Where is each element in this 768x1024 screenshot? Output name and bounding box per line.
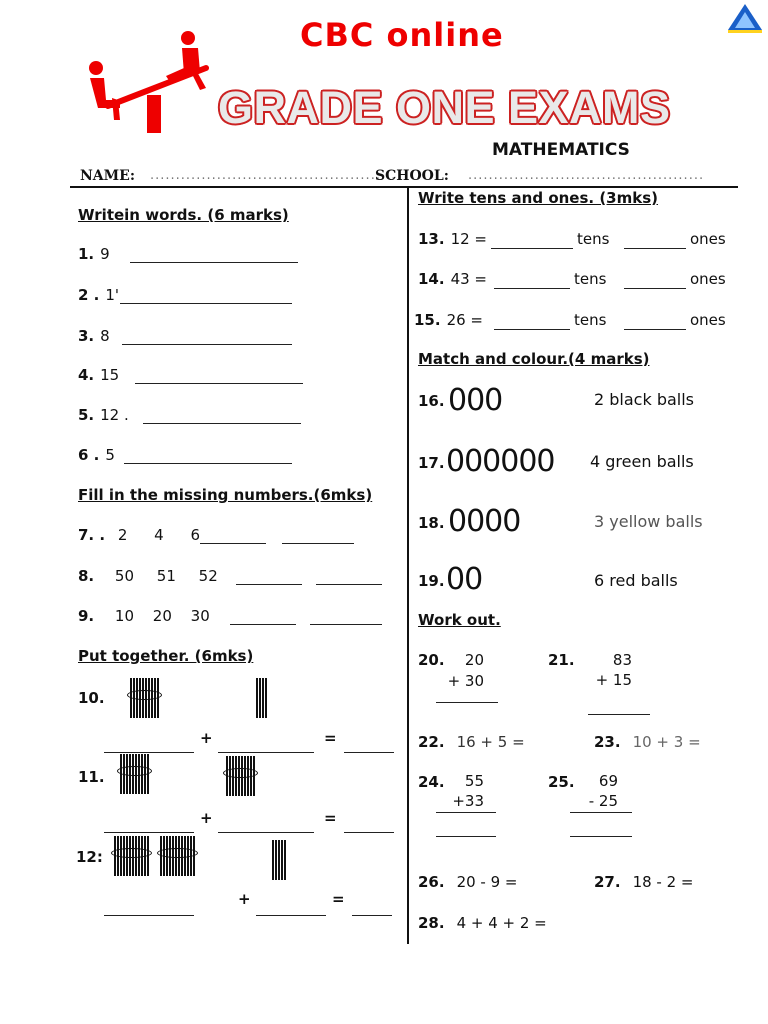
plus-sign: +	[200, 729, 213, 747]
match-option-3[interactable]: 3 yellow balls	[594, 512, 703, 531]
answer-blank-20[interactable]	[436, 702, 498, 703]
question-22: 22. 16 + 5 =	[418, 733, 525, 751]
addend-top-21: 83	[612, 651, 632, 669]
question-14: 14. 43 =	[418, 270, 488, 288]
ones-label: ones	[690, 270, 726, 288]
ten-sticks-bundle	[120, 754, 149, 798]
circle-group-18[interactable]: 0000	[448, 504, 521, 539]
exam-title: GRADE ONE EXAMS	[218, 82, 671, 133]
question-9: 9. 10 20 30	[78, 607, 210, 625]
section-heading-words: Writein words. (6 marks)	[78, 206, 289, 224]
answer-blank-12c[interactable]	[352, 903, 392, 916]
brand-name: CBC online	[300, 16, 504, 54]
section-heading-match: Match and colour.(4 marks)	[418, 350, 650, 368]
answer-blank-10a[interactable]	[104, 740, 194, 753]
question-23: 23. 10 + 3 =	[594, 733, 701, 751]
circle-group-17[interactable]: 000000	[446, 444, 555, 479]
subject-title: MATHEMATICS	[492, 140, 630, 160]
section-heading-tens-ones: Write tens and ones. (3mks)	[418, 189, 659, 207]
answer-blank-10c[interactable]	[344, 740, 394, 753]
ones-label: ones	[690, 230, 726, 248]
answer-blank-11b[interactable]	[218, 820, 314, 833]
addend-bottom-20: + 30	[447, 672, 484, 690]
ones-label: ones	[690, 311, 726, 329]
answer-blank-10b[interactable]	[218, 740, 314, 753]
answer-blank-1[interactable]	[130, 250, 298, 263]
school-field[interactable]: ..............................................	[468, 168, 705, 183]
column-divider	[407, 188, 409, 944]
answer-blank-9a[interactable]	[230, 612, 296, 625]
question-4: 4. 15	[78, 366, 120, 384]
question-18: 18.	[418, 514, 445, 532]
school-label: SCHOOL:	[375, 168, 449, 184]
answer-blank-24[interactable]	[436, 836, 496, 837]
question-16: 16.	[418, 392, 445, 410]
question-1: 1. 9	[78, 245, 110, 263]
answer-blank-7a[interactable]	[200, 531, 266, 544]
match-option-2[interactable]: 4 green balls	[590, 452, 694, 471]
addend-bottom-21: + 15	[595, 671, 632, 689]
subtrahend-25: - 25	[588, 792, 618, 810]
ones-blank-15[interactable]	[624, 317, 686, 330]
addend-bottom-24: +33	[452, 792, 484, 810]
seesaw-children-icon	[80, 30, 215, 135]
loose-sticks	[256, 678, 267, 718]
answer-blank-11a[interactable]	[104, 820, 194, 833]
answer-blank-6[interactable]	[124, 451, 292, 464]
name-label: NAME:	[80, 168, 135, 184]
plus-sign: +	[200, 809, 213, 827]
question-24: 24.	[418, 773, 445, 791]
question-3: 3. 8	[78, 327, 110, 345]
ten-sticks-bundle	[130, 678, 159, 722]
question-25: 25.	[548, 773, 575, 791]
tens-blank-13[interactable]	[491, 236, 573, 249]
question-6: 6 . 5	[78, 446, 115, 464]
answer-blank-12a[interactable]	[104, 903, 194, 916]
question-20: 20.	[418, 651, 445, 669]
tens-label: tens	[577, 230, 610, 248]
question-11: 11.	[78, 768, 105, 786]
answer-blank-3[interactable]	[122, 332, 292, 345]
addend-top-24: 55	[464, 772, 484, 790]
answer-blank-5[interactable]	[143, 411, 301, 424]
match-option-1[interactable]: 2 black balls	[594, 390, 695, 409]
question-21: 21.	[548, 651, 575, 669]
question-12: 12:	[76, 848, 103, 866]
answer-blank-12b[interactable]	[256, 903, 326, 916]
answer-blank-11c[interactable]	[344, 820, 394, 833]
tens-label: tens	[574, 270, 607, 288]
answer-blank-4[interactable]	[135, 371, 303, 384]
header-divider	[70, 186, 738, 188]
question-2: 2 . 1'	[78, 286, 120, 304]
ones-blank-13[interactable]	[624, 236, 686, 249]
answer-line-25	[570, 812, 632, 813]
plus-sign: +	[238, 890, 251, 908]
question-10: 10.	[78, 689, 105, 707]
question-26: 26. 20 - 9 =	[418, 873, 518, 891]
equals-sign: =	[324, 729, 337, 747]
tens-blank-14[interactable]	[494, 276, 570, 289]
equals-sign: =	[332, 890, 345, 908]
section-heading-work-out: Work out.	[418, 611, 501, 629]
circle-group-19[interactable]: 00	[446, 562, 483, 597]
question-8: 8. 50 51 52	[78, 567, 218, 585]
answer-blank-9b[interactable]	[310, 612, 382, 625]
name-field[interactable]: ................................................	[150, 168, 397, 183]
answer-blank-8b[interactable]	[316, 572, 382, 585]
ten-sticks-bundle	[114, 836, 149, 880]
minuend-25: 69	[598, 772, 618, 790]
section-heading-missing: Fill in the missing numbers.(6mks)	[78, 486, 373, 504]
loose-sticks	[272, 840, 286, 880]
section-heading-put-together: Put together. (6mks)	[78, 647, 254, 665]
question-15: 15. 26 =	[414, 311, 484, 329]
ten-sticks-bundle	[160, 836, 195, 880]
question-13: 13. 12 =	[418, 230, 488, 248]
question-7: 7. . 2 4 6	[78, 526, 201, 544]
match-option-4[interactable]: 6 red balls	[594, 571, 678, 590]
circle-group-16[interactable]: 000	[448, 383, 503, 418]
question-17: 17.	[418, 454, 445, 472]
ten-sticks-bundle	[226, 756, 255, 800]
answer-blank-21[interactable]	[588, 714, 650, 715]
tens-label: tens	[574, 311, 607, 329]
question-28: 28. 4 + 4 + 2 =	[418, 914, 547, 932]
question-27: 27. 18 - 2 =	[594, 873, 694, 891]
answer-blank-8a[interactable]	[236, 572, 302, 585]
ones-blank-14[interactable]	[624, 276, 686, 289]
equals-sign: =	[324, 809, 337, 827]
answer-blank-25[interactable]	[570, 836, 632, 837]
answer-blank-2[interactable]	[120, 291, 292, 304]
answer-blank-7b[interactable]	[282, 531, 354, 544]
question-19: 19.	[418, 572, 445, 590]
answer-line-24	[436, 812, 496, 813]
question-5: 5. 12 .	[78, 406, 129, 424]
addend-top-20: 20	[464, 651, 484, 669]
tens-blank-15[interactable]	[494, 317, 570, 330]
corner-logo-icon	[726, 2, 764, 34]
